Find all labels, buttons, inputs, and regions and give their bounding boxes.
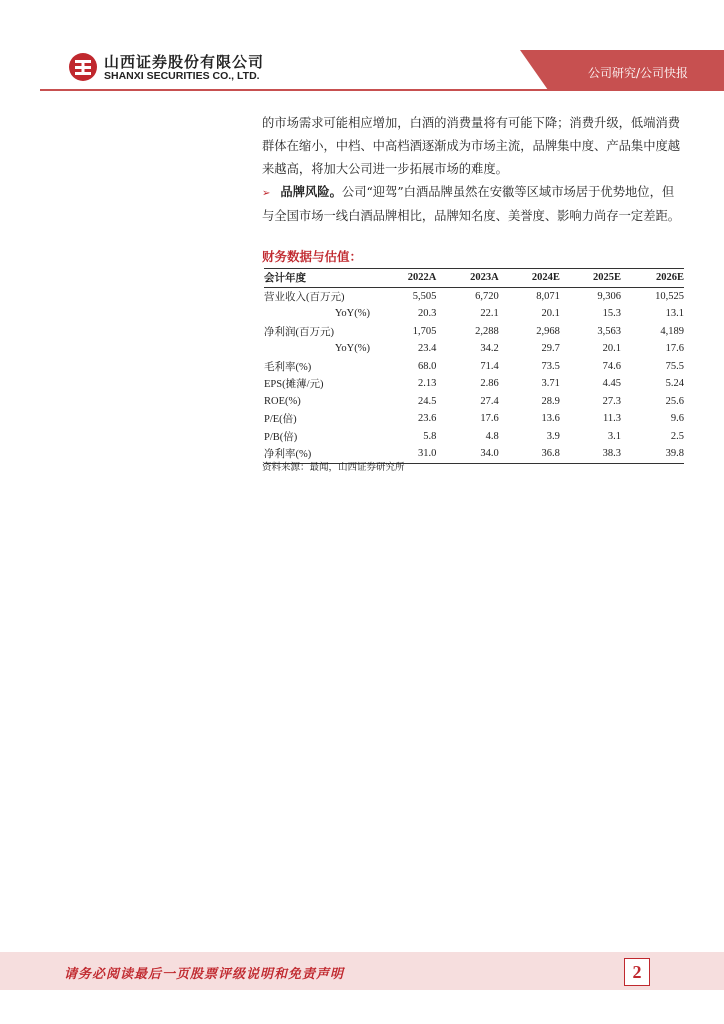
table-cell: 1,705 [412, 325, 437, 337]
page-number: 2 [624, 958, 650, 986]
footer-disclaimer: 请务必阅读最后一页股票评级说明和免责声明 [64, 967, 345, 982]
table-header-row [264, 269, 684, 288]
table-cell: 20.1 [602, 343, 621, 355]
table-cell: 17.6 [665, 343, 684, 355]
row-label: YoY(%) [334, 308, 370, 320]
page-header [0, 0, 724, 96]
table-row [264, 323, 684, 341]
table-cell: 4.8 [485, 430, 499, 442]
financial-table [264, 268, 684, 464]
table-cell: 71.4 [480, 360, 499, 372]
table-cell: 3.9 [546, 430, 560, 442]
table-cell: 23.6 [418, 413, 437, 425]
section-label: 公司研究/公司快报 [587, 66, 688, 80]
table-cell: 20.1 [541, 308, 560, 320]
row-label: P/B(倍) [264, 431, 298, 443]
table-cell: 73.5 [541, 360, 560, 372]
table-cell: 34.0 [480, 448, 499, 460]
table-cell: 27.4 [480, 395, 499, 407]
table-cell: 25.6 [665, 395, 684, 407]
table-cell: 3,563 [597, 325, 621, 337]
table-cell: 68.0 [418, 360, 437, 372]
table-cell: 38.3 [602, 448, 621, 460]
table-cell: 31.0 [418, 448, 437, 460]
row-label: 毛利率(%) [264, 361, 312, 373]
paragraph-market-risk: 的市场需求可能相应增加，白酒的消费量将有可能下降；消费升级，低端消费群体在缩小，中档、中高档酒逐渐成为市场主流，品牌集中度、产品集中度越来越高，将加大公司进一步拓展市场的难度。 [262, 116, 681, 177]
row-label: 营业收入(百万元) [264, 291, 345, 303]
table-cell: 5,505 [412, 290, 437, 302]
table-cell: 22.1 [480, 308, 499, 320]
table-cell: 2.5 [670, 430, 684, 442]
table-cell: 13.6 [541, 413, 560, 425]
table-cell: 11.3 [602, 413, 621, 425]
table-cell: 9.6 [670, 413, 684, 425]
table-cell: 13.1 [665, 308, 684, 320]
table-row [264, 358, 684, 376]
table-cell: 4.45 [602, 378, 621, 390]
table-cell: 23.4 [418, 343, 437, 355]
paragraph-brand-risk [262, 181, 684, 228]
table-cell: 5.24 [665, 378, 684, 390]
table-cell: 2.13 [418, 378, 437, 390]
column-header: 2025E [592, 272, 621, 284]
table-cell: 5.8 [423, 430, 437, 442]
table-cell: 10,525 [655, 290, 684, 302]
table-cell: 39.8 [665, 448, 684, 460]
table-row [264, 287, 684, 305]
table-cell: 36.8 [541, 448, 560, 460]
table-cell: 4,189 [660, 325, 684, 337]
table-cell: 29.7 [541, 343, 560, 355]
table-cell: 34.2 [480, 343, 499, 355]
table-cell: 24.5 [418, 395, 437, 407]
column-header: 2023A [470, 272, 499, 284]
column-header: 2022A [407, 272, 437, 284]
column-header: 2026E [655, 272, 684, 284]
table-cell: 74.6 [602, 360, 621, 372]
company-name-en: SHANXI SECURITIES CO., LTD. [104, 70, 260, 82]
row-label: YoY(%) [334, 343, 370, 355]
column-header: 会计年度 [264, 273, 306, 285]
table-title: 财务数据与估值： [262, 249, 363, 264]
table-cell: 28.9 [541, 395, 560, 407]
table-source: 资料来源：最闻，山西证券研究所 [262, 462, 405, 473]
row-label: 净利率(%) [264, 449, 312, 461]
row-label: EPS(摊薄/元) [264, 379, 324, 391]
table-row [264, 393, 684, 411]
row-label: P/E(倍) [264, 414, 297, 426]
table-row [264, 305, 684, 323]
table-row [264, 375, 684, 393]
table-cell: 9,306 [597, 290, 621, 302]
table-cell: 2,288 [475, 325, 499, 337]
brand-risk-text: 公司“迎驾”白酒品牌虽然在安徽等区域市场居于优势地位，但与全国市场一线白酒品牌相比，品牌知名度、美誉度、影响力尚存一定差距。 [262, 185, 681, 224]
table-cell: 6,720 [475, 290, 499, 302]
bullet-arrow-icon: ➢ [262, 188, 271, 199]
table-cell: 27.3 [602, 395, 621, 407]
table-cell: 3.71 [541, 378, 560, 390]
table-cell: 3.1 [607, 430, 621, 442]
company-logo-icon [68, 52, 98, 82]
brand-risk-lead: 品牌风险。 [280, 185, 342, 199]
table-row [264, 410, 684, 428]
table-row [264, 428, 684, 446]
table-cell: 2,968 [536, 325, 560, 337]
table-cell: 20.3 [418, 308, 437, 320]
table-row [264, 340, 684, 358]
company-name-cn: 山西证券股份有限公司 [104, 53, 265, 71]
row-label: ROE(%) [264, 395, 301, 407]
table-cell: 8,071 [536, 290, 560, 302]
table-cell: 15.3 [602, 308, 621, 320]
table-cell: 2.86 [480, 378, 499, 390]
row-label: 净利润(百万元) [264, 326, 334, 338]
table-cell: 17.6 [480, 413, 499, 425]
column-header: 2024E [531, 272, 560, 284]
table-cell: 75.5 [665, 360, 684, 372]
